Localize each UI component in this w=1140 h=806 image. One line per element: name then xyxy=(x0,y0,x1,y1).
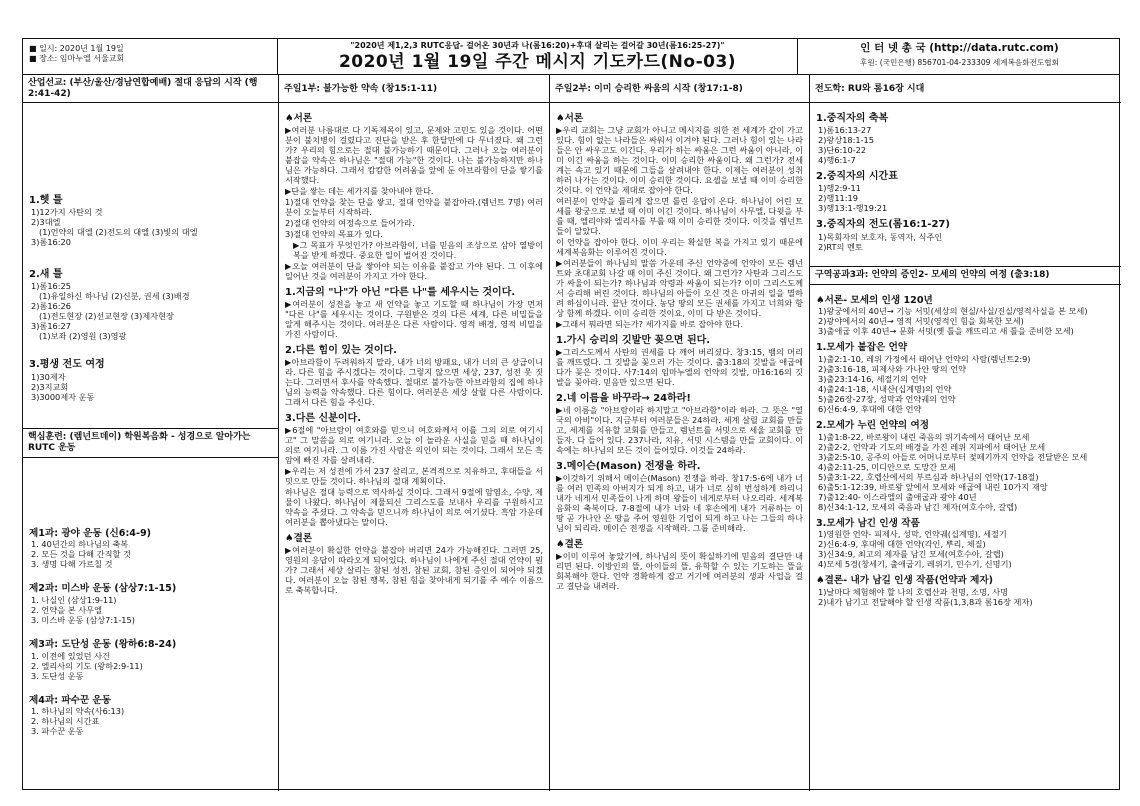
list-item: 1)30제자 xyxy=(31,371,66,382)
list-item: (1)언약의 대엘 (2)전도의 대엘 (3)빛의 대엘 xyxy=(39,227,198,238)
list-item: 1)행2:9-11 xyxy=(818,183,861,194)
paragraph: 하나님은 절대 능력으로 역사하실 것이다. 그래서 9절에 암염소, 수양, 제물이 나왔다. 하나님이 제물되신 그리스도를 보내사 우리를 구원하시고 약속을 주셨다. 그 약속을 믿으니까 하나님이 의로 여기셨다. 흑암 가운데 여러분을 뽑아냈다는 말이다. xyxy=(285,487,543,528)
title-box xyxy=(278,39,798,75)
list-item: 1)날마다 체험해야 할 나의 호렙산과 천명, 소명, 사명 xyxy=(818,587,1009,598)
list-item: 7)출12:40- 이스라엘의 출애굽과 광야 40년 xyxy=(818,491,977,502)
section-title: 1.모세가 붙잡은 언약 xyxy=(816,342,908,354)
list-item: 3. 도단성 운동 xyxy=(31,670,84,681)
list-item: 1. 40년간의 하나님의 축복 xyxy=(31,539,129,550)
paragraph: 3)절대 언약의 목표가 있다. xyxy=(285,228,383,239)
page-title: 2020년 1월 19일 주간 메시지 기도카드(No-03) xyxy=(338,51,737,72)
section-title: 2.새 틀 xyxy=(29,269,63,281)
list-item: 2)왕상18:1-15 xyxy=(818,135,874,146)
list-item: 2. 모든 것을 다해 간직할 것 xyxy=(31,549,131,560)
list-item: 2)출3:16-18, 피제사와 가나안 땅의 언약 xyxy=(818,363,967,374)
paragraph: 여러분이 언약을 틀리게 잡으면 틀린 응답이 온다. 하나님이 어린 모세를 왕궁으로 보낼 때 이미 이긴 것이다. 하나님이 사무엘, 다윗을 부를 때, 엘리야와 엘리사를 부를 때 이미 승리한 것이다. 이것을 렘넌트들이 알았다. xyxy=(556,195,803,236)
intro-heading: ♠서론 xyxy=(285,113,313,124)
conclusion-heading: ♠결론 xyxy=(285,533,313,545)
list-item: 2)행11:19 xyxy=(818,193,858,204)
list-item: 5)출26장-27장, 성막과 언약궤의 언약 xyxy=(818,393,956,404)
paragraph: ▶여러분들이 하나님의 말씀 가운데 주신 언약중에 언약이 모든 렘넌트와 초대교회 나갈 때 이미 주신 것이다. 왜 그런가? 사탄과 그리스도가 싸울이 되는가? 하나님과 악령과 싸움이 되는가? 이미 그리스도께서 승리해 버린 것이다. 하나님의 아들이 오신 것은 마귀의 일을 멸하려 하심이니라. 끝난 것이다. 농담 땅의 모든 권세를 가지고 너희와 항상 함께 하겠다. 이미 승리한 것이요, 이미 다 받은 것이다. xyxy=(556,257,803,318)
lesson-title: 제1과: 광야 운동 (신6:4-9) xyxy=(29,527,152,539)
paragraph: ▶여러분이 성전을 놓고 새 언약을 놓고 기도할 때 하나님이 가장 먼저 "다른 나"를 세우시는 것이다. 구원받은 것의 다른 세계, 다른 비밀들을 알게 해주시는 것이다. 여러분은 다른 사람이다. 영적 배경, 영적 비밀을 가진 사람이다. xyxy=(285,298,543,339)
list-item: 1)출2:1-10, 레위 가정에서 태어난 언약의 사람(렘넌트2:9) xyxy=(818,353,1031,364)
list-item: 3)출2:5-10, 공주의 아들로 어머니로부터 젖떼기까지 언약을 전달받은 모세 xyxy=(818,451,1088,462)
section-title: 3.평생 전도 여정 xyxy=(29,359,105,371)
paragraph: ▶6절에 "아브람이 여호와를 믿으니 여호와께서 이를 그의 의로 여기시고" 그 말씀을 의로 여기니라. 오늘 이 놀라운 사실을 믿을 때 하나님이 의로 여기니라. 그 이름 가진 사람은 의인이 되는 것이다. 그래서 모든 흑암에 빠진 자를 살려내라. xyxy=(285,425,543,466)
paragraph: ▶이것하기 위해서 메이슨(Mason) 전쟁을 하라. 창17:5-6에 내가 너를 여러 민족의 아버지가 되게 하고, 내가 너로 심히 번성하게 하리니 내가 네게서 민족들이 나게 하며 왕들이 네게로부터 나오리라. 세계복음화의 축복이다. 7-8절에 내가 너와 네 후손에게 내가 거류하는 이 땅 곧 가나안 온 땅을 주어 영원한 기업이 되게 하고 나는 그들의 하나님이 되리라. 메이슨 전쟁을 시작해라. 그룹 준비해라. xyxy=(556,473,803,534)
list-item: 3)롬16:27 xyxy=(31,321,71,332)
list-item: 3)3000제자 운동 xyxy=(31,391,95,402)
list-item: 6)출5:1-12:39, 바로왕 앞에서 모세와 애굽에 내린 10가지 재앙 xyxy=(818,481,1048,492)
paragraph: ▶그리스도께서 사탄의 권세를 다 깨어 버리셨다. 창3:15, 뱀의 머리를 깨뜨렸다. 그 깃발을 꽂으러 가는 것이다. 출3:18의 깃발을 애굽에다가 꽂은 것이다. 사7:14의 임마누엘의 언약의 깃발, 마16:16의 깃발을 꽂아라. 믿음만 있으면 된다. xyxy=(556,346,803,387)
column-industrial-mission xyxy=(23,75,279,791)
card-header xyxy=(23,39,1119,75)
paragraph: ▶우리는 저 성전에 가서 237 살리고, 본격적으로 치유하고, 후대들을 서밋으로 만들 것이다. 하나님의 절대 계획이다. xyxy=(285,466,543,487)
column-sermon-1 xyxy=(279,75,550,791)
paragraph: ▶그래서 뭐라면 되는가? 세가지를 바로 잡아야 한다. xyxy=(556,318,744,329)
lesson-title: 제3과: 도단성 운동 (왕하6:8-24) xyxy=(29,638,177,650)
paragraph: ▶그 목표가 무엇인가? 아브라함이, 너를 믿음의 조상으로 삼아 열방이 복을 받게 하겠다. 중요한 일이 벌어진 것이다. xyxy=(293,239,543,260)
paragraph: 이 언약을 잡아야 한다. 이미 우리는 확실한 복을 가지고 있기 때문에 세계복음화는 이루어진 것이다. xyxy=(556,236,803,257)
point-heading: 3.다른 신분이다. xyxy=(285,413,361,425)
point-heading: 2.네 이름을 바꾸라→ 24하라! xyxy=(556,392,691,404)
list-item: 5)출3:1-22, 호렙산에서의 부르심과 하나님의 언약(17-18절) xyxy=(818,471,1039,482)
list-item: 1. 하나님의 약속(사6:13) xyxy=(31,706,125,717)
district-lesson-heading: 구역공과3과: 언약의 증인2- 모세의 언약의 여정 (출3:18) xyxy=(810,266,1121,285)
intro-heading: ♠서론- 모세의 인생 120년 xyxy=(816,294,933,306)
list-item: 2)RT의 멘토 xyxy=(818,241,863,252)
point-heading: 1.가시 승리의 깃발만 꽂으면 된다. xyxy=(556,334,711,346)
list-item: 8)신34:1-12, 모세의 죽음과 남긴 제자(여호수아, 갈렙) xyxy=(818,501,1018,512)
list-item: 1)출1:8-22, 바로왕이 내린 죽음의 위기속에서 태어난 모세 xyxy=(818,431,1030,442)
list-item: 1)영원한 언약- 피제사, 성막, 언약궤(십계명), 세절기 xyxy=(818,529,1007,540)
column-heading: 주일2부: 이미 승리한 싸움의 시작 (창17:1-8) xyxy=(550,75,809,103)
list-item: 1)롬16:25 xyxy=(31,281,71,292)
conclusion-heading: ♠결론 xyxy=(556,539,584,551)
site-text: 인 터 넷 총 국 (http://data.rutc.com) xyxy=(860,42,1059,54)
list-item: 2. 엘리사의 기도 (왕하2:9-11) xyxy=(31,660,143,671)
list-item: 2)광야에서의 40년→ 영적 서밋(영적인 힘을 회복한 모세) xyxy=(818,316,1024,327)
list-item: 6)신6:4-9, 후대에 대한 언약 xyxy=(818,403,922,414)
list-item: 1)롬16:13-27 xyxy=(818,125,872,136)
list-item: 3)단6:10-22 xyxy=(818,145,867,156)
list-item: 2. 하나님의 시간표 xyxy=(31,716,100,727)
point-heading: 1.지금의 "나"가 아닌 "다른 나"를 세우시는 것이다. xyxy=(285,286,516,298)
paragraph: 2)절대 언약의 여정속으로 들어가라. xyxy=(285,217,415,228)
date-text: ■ 일시: 2020년 1월 19일 xyxy=(29,44,124,53)
training-heading: 핵심훈련: (렘넌트데이) 학원복음화 - 성경으로 알아가는 RUTC 운동 xyxy=(23,428,278,458)
contact-box xyxy=(798,39,1121,75)
point-heading: 2.다른 힘이 있는 것이다. xyxy=(285,344,397,356)
list-item: 2)출2-2, 언약과 기도의 배경을 가진 레위 지파에서 태어난 모세 xyxy=(818,441,1046,452)
list-item: 2. 언약을 본 사무엘 xyxy=(31,604,102,615)
list-item: 3)출애굽 이후 40년→ 문화 서밋(옛 틀을 깨뜨리고 새 틀을 준비한 모세) xyxy=(818,326,1074,337)
column-heading: 주일1부: 불가능한 약속 (창15:1-11) xyxy=(279,75,549,103)
paragraph: ▶오늘 여러분이 단을 쌓아야 되는 이유를 붙잡고 가야 된다. 그 이후에 일어난 것을 여러분이 가지고 가야 한다. xyxy=(285,260,543,281)
paragraph: ▶단을 쌓는 데는 세가지를 찾아내야 한다. xyxy=(285,185,434,196)
list-item: 3)출23:14-16, 세절기의 언약 xyxy=(818,373,927,384)
list-item: (1)전도현장 (2)선교현장 (3)제자현장 xyxy=(39,311,174,322)
list-item: 1)목회자의 보호자, 동역자, 식주인 xyxy=(818,231,943,242)
list-item: 3)롬16:20 xyxy=(31,237,71,248)
account-text: 후원: (국민은행) 856701-04-233309 세계복음화전도협회 xyxy=(860,57,1059,67)
list-item: 3)신34:9, 최고의 제자를 남긴 모세(여호수아, 갈렙) xyxy=(818,549,1004,560)
list-item: 2)내가 남기고 전달해야 할 인생 작품(1,3,8과 롬16장 제자) xyxy=(818,597,1033,608)
paragraph: ▶네 이름을 "아브람이라 하지말고 "아브라함"이라 하라. 그 뜻은 "열국의 아비"이다. 지금부터 여러분들은 24하라. 세계 살릴 교회를 만들고, 세계를 치유할 교회를 만들고, 렘넌트를 서밋으로 세울 교회를 만들자. 다 들어 있다. 237나라, 치유, 서밋 시스템을 만들 교회이다. 이속에는 하나님의 모든 것이 들어있다. 이것들 24하라. xyxy=(556,405,803,456)
paragraph: ▶아브라함이 두려워하지 말라, 내가 너의 방패요, 내가 너의 큰 상급이니라. 다른 힘을 주시겠다는 것이다. 그렇지 않으면 세상, 237, 성전 못 짓는다. 그러면서 후사를 약속했다. 절대로 불가능한 아브라함의 집에 하나님의 능력을 약속했다. 다른 힘이다. 여러분은 세상 살릴 다른 사람이다. 그래서 다른 힘을 주신다. xyxy=(285,357,543,408)
list-item: 4)출2:11-25, 미디안으로 도망간 모세 xyxy=(818,461,956,472)
lesson-title: 제4과: 파수꾼 운동 xyxy=(29,694,112,706)
section-title: 1.헷 틀 xyxy=(29,195,63,206)
column-heading: 전도학: RU와 롬16장 시대 xyxy=(810,75,1121,103)
column-heading: 산업선교: (부산/울산/경남연합예배) 절대 응답의 시작 (행2:41-42) xyxy=(23,75,278,103)
list-item: 3. 미스바 운동 (삼상7:1-15) xyxy=(31,614,135,625)
date-place-box xyxy=(23,39,278,75)
list-item: 1)왕궁에서의 40년→ 기능 서밋(세상의 현실/사실/진실/영적사실을 본 모세) xyxy=(818,306,1088,317)
list-item: 2)신6:4-9, 후대에 대한 언약(각인, 뿌리, 체질) xyxy=(818,539,986,550)
place-text: ■ 장소: 임마누엘 서울교회 xyxy=(29,53,125,63)
section-title: 2.중직자의 시간표 xyxy=(816,171,898,183)
paragraph: ▶이미 이루어 놓았기에, 하나님의 뜻이 확실하기에 믿음의 결단만 내리면 된다. 이방인의 뜰, 아이들의 뜰, 유학할 수 있는 기도하는 뜰을 회복해야 한다. 언약 경확하게 잡고 거기에 여러분의 생과 사업을 걸고 결단을 내려라. xyxy=(556,550,803,591)
list-item: 1)12가지 사탄의 것 xyxy=(31,207,103,218)
section-title: 1.중직자의 축복 xyxy=(816,113,889,124)
list-item: 3)행13:1-행19:21 xyxy=(818,203,888,214)
point-heading: 3.메이슨(Mason) 전쟁을 하라. xyxy=(556,461,701,473)
list-item: 3. 생명 다해 가르칠 것 xyxy=(31,559,113,570)
section-title: 2.모세가 누린 언약의 여정 xyxy=(816,419,930,431)
list-item: 1. 이전에 있었던 사건 xyxy=(31,650,110,661)
paragraph: ▶여러분 나름대로 다 기독제목이 있고, 문제와 고민도 있을 것이다. 어떤 분이 불치병이 걸렸다고 진단을 받은 후 한달만에 다 무너졌다. 왜 그런가? 우리의 힘으로는 절대 불가능하기 때문이다. 그러나 오늘 여러분이 붙잡을 약속은 하나님은 "절대 가능"한 것이다. 나는 불가능하지만 하나님은 가능하다. 그래서 캄캄한 어려움을 앞에 둔 아브라함이 단을 쌓기를 시작했다. xyxy=(285,124,543,185)
list-item: 4)출24:1-18, 시내산(십계명)의 언약 xyxy=(818,383,952,394)
intro-heading: ♠서론 xyxy=(556,113,584,124)
list-item: 2)롬16:26 xyxy=(31,301,71,312)
list-item: 2)3지교회 xyxy=(31,381,69,392)
list-item: 1. 나실인 (삼상1:9-11) xyxy=(31,594,117,605)
section-title: 3.모세가 남긴 인생 작품 xyxy=(816,517,920,529)
lesson-title: 제2과: 미스바 운동 (삼상7:1-15) xyxy=(29,583,177,595)
list-item: 2)3대엘 xyxy=(31,217,61,228)
list-item: (1)보좌 (2)영원 (3)영광 xyxy=(39,331,127,342)
list-item: 4)행6:1-7 xyxy=(818,155,856,166)
column-evangelism xyxy=(810,75,1121,791)
column-sermon-2 xyxy=(550,75,810,791)
paragraph: ▶우리 교회는 그냥 교회가 아니고 메시지를 위한 전 세계가 같이 가고 있다. 힘이 없는 나라들은 싸워서 이겨야 된다. 그러나 힘이 있는 나라들은 안 싸우고도 이긴다. 우리가 하는 싸움은 그런 싸움이 아니라, 이미 이긴 싸움을 하는 것이다. 이미 승리한 싸움이다. 왜 그런가? 전세계는 속고 있기 때문에 그들을 살려내야 한다. 이제는 여러분이 성취하러 나가는 것이다. 이미 승리한 것이다. 요셉을 보낼 때 이미 승리한 것이다. 이 언약을 제대로 잡아야 한다. xyxy=(556,124,803,195)
conclusion-heading: ♠결론- 내가 남길 인생 작품(언약과 제자) xyxy=(816,575,994,587)
list-item: 4)모세 5경(창세기, 출애굽기, 레위기, 민수기, 신명기) xyxy=(818,559,1012,570)
section-title: 3.중직자의 전도(롬16:1-27) xyxy=(816,219,950,231)
list-item: 3. 파수꾼 운동 xyxy=(31,726,84,737)
prayer-card xyxy=(22,38,1120,790)
paragraph: ▶여러분이 확실한 언약을 붙잡아 버리면 24가 가능해진다. 그러면 25, 영원의 응답이 따라오게 되어있다. 하나님이 나에게 주신 절대 언약이 뭔가? 그래서 세상 살리는 참된 성전, 참된 교회, 참된 증인이 되어야 되겠다. 여러분이 오늘 참된 행복, 참된 힘을 찾아내게 되기를 주 예수 이름으로 축복합니다. xyxy=(285,544,543,595)
paragraph: 1)절대 언약을 찾는 단을 쌓고, 절대 언약을 붙잡아라.(렘넌트 7명) 여러분이 오늘부터 시작하라. xyxy=(285,196,543,217)
subtitle: "2020년 제1,2,3 RUTC응답- 걸어온 30년과 나(롬16:20)+후대 살리는 걸어갈 30년(롬16:25-27)" xyxy=(350,41,725,50)
list-item: (1)유일하신 하나님 (2)신분, 권세 (3)배경 xyxy=(39,291,190,302)
